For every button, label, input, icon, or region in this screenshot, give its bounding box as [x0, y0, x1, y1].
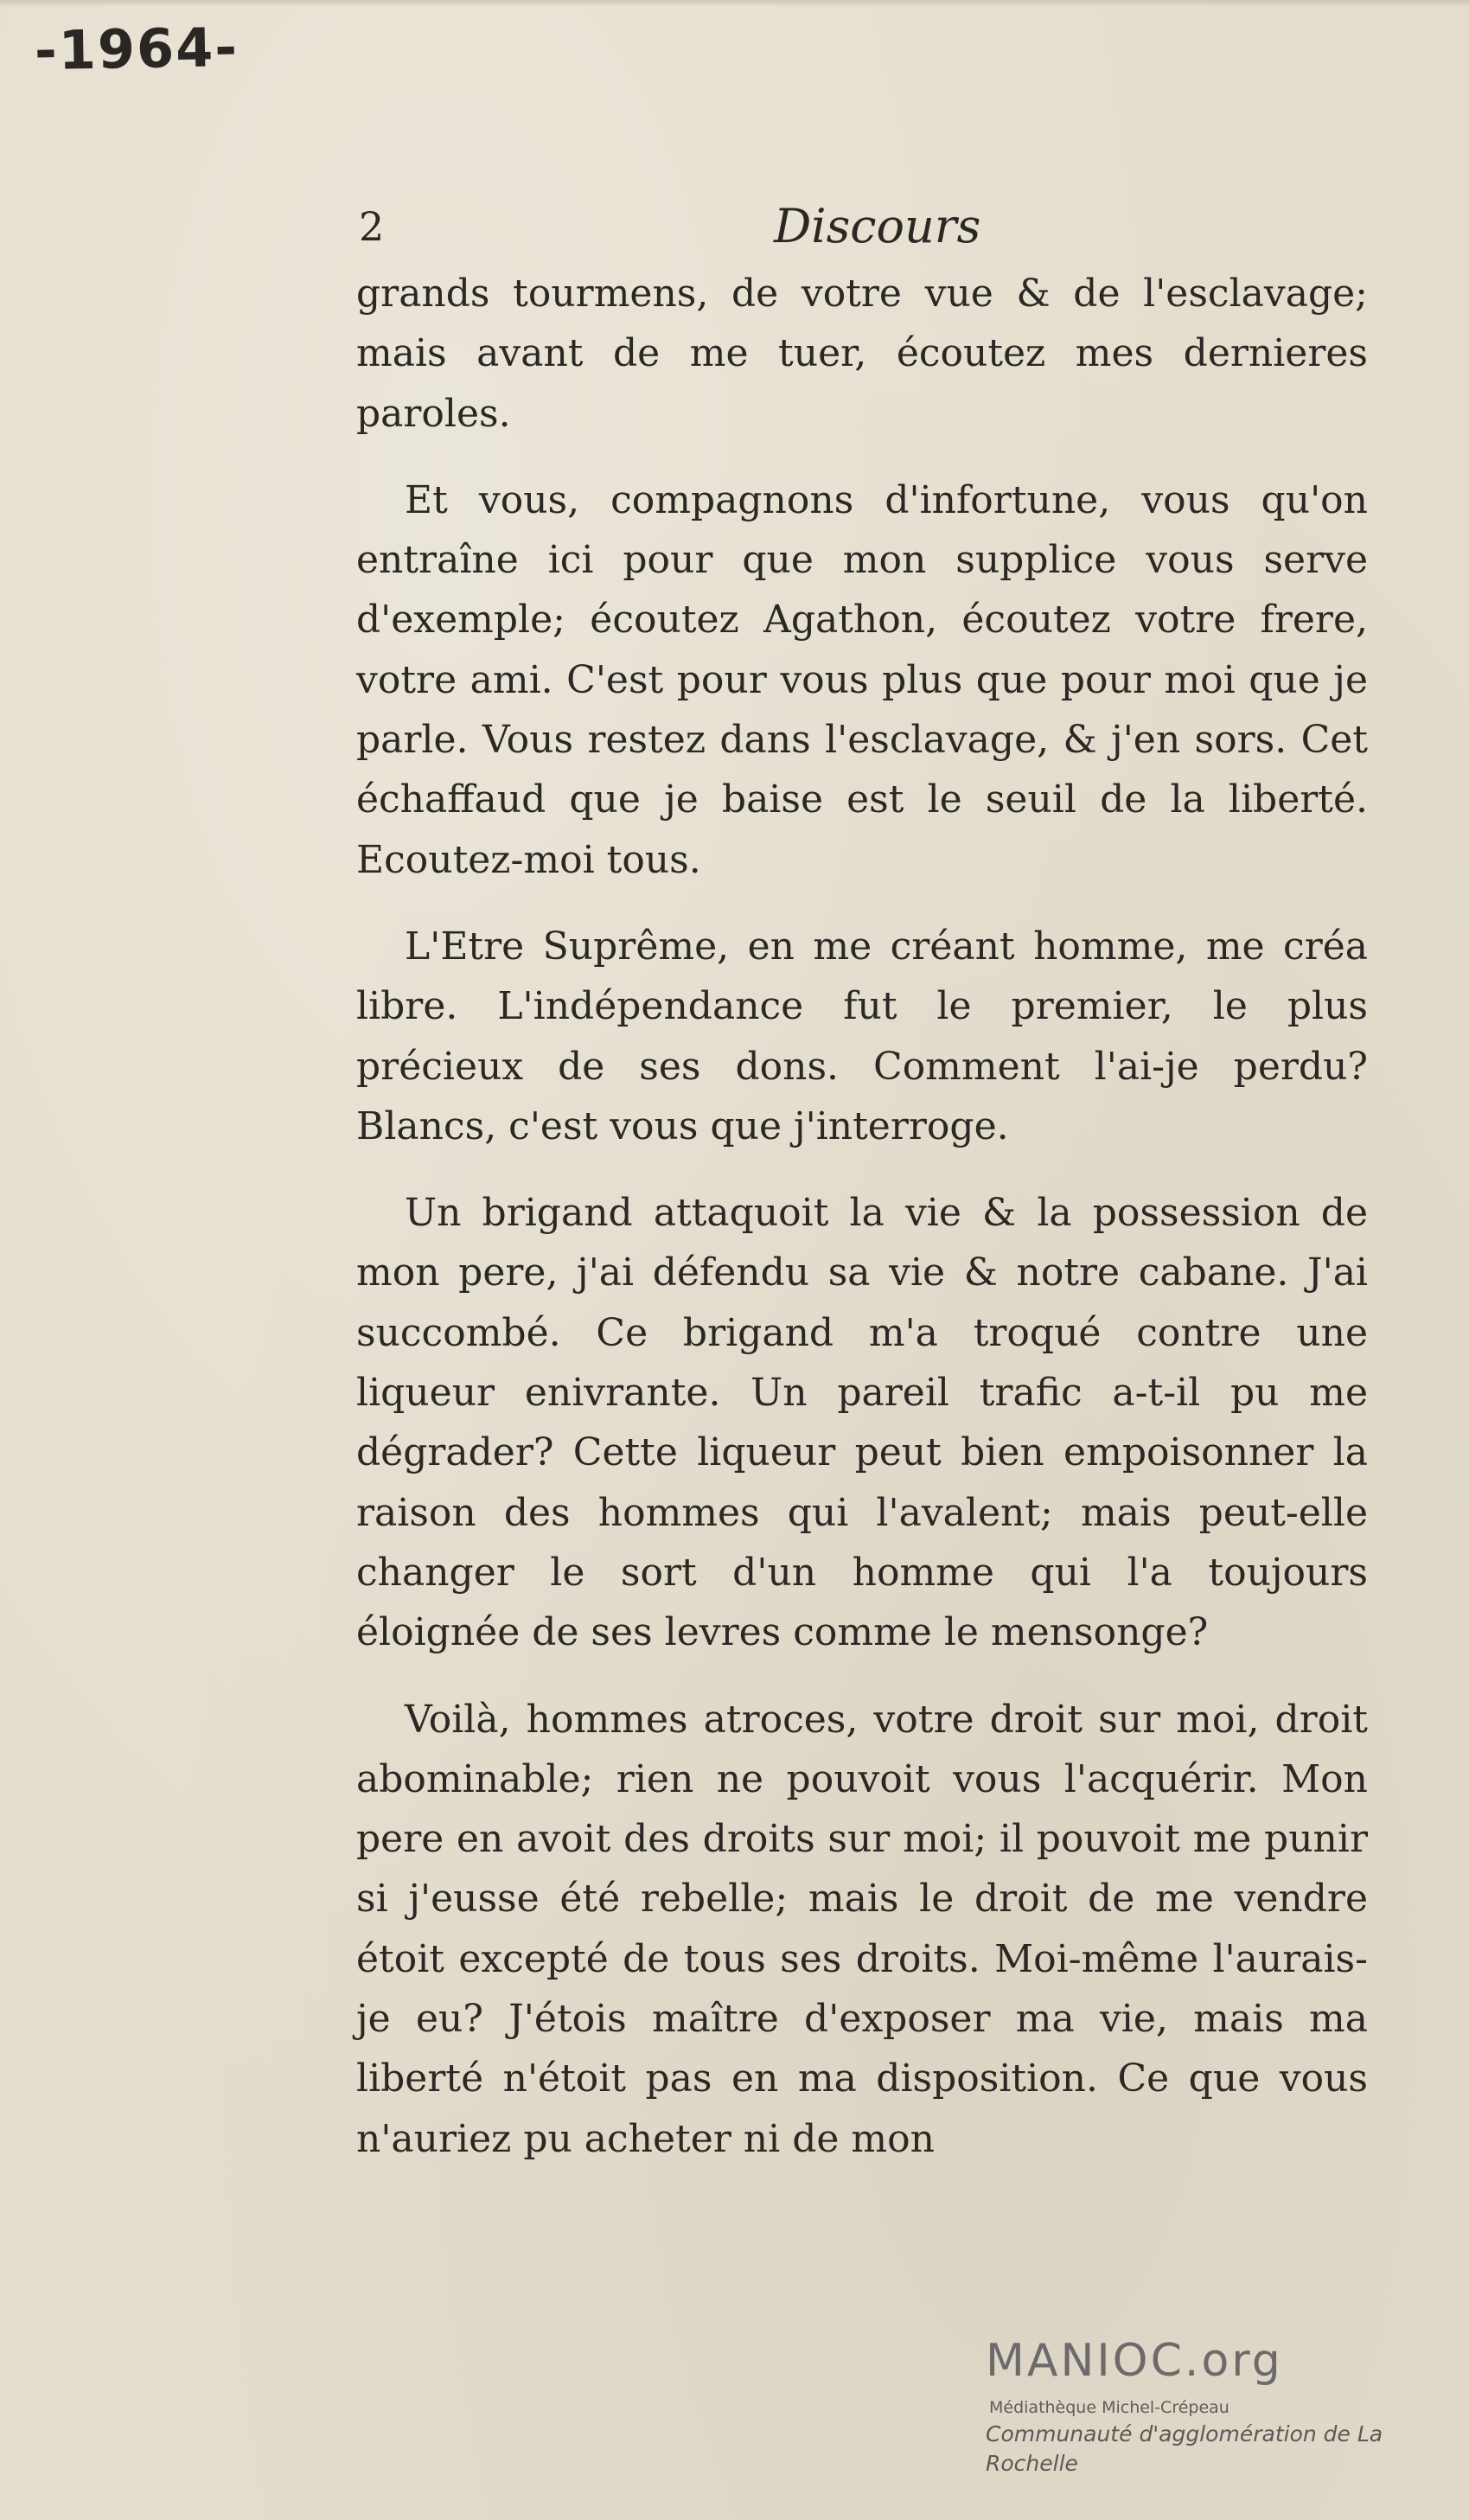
paragraph-2: Et vous, compagnons d'infortune, vous qu'on entraîne ici pour que mon supplice vous serve d'exemple; écoutez Agathon, écoutez votre frere, votre ami. C'est pour vous plus que pour moi que je parle. Vous restez dans l'esclavage, & j'en sors. Cet échaffaud que je baise est le seuil de la liberté. Ecoutez-moi tous. — [356, 477, 1368, 882]
body-text — [356, 264, 1368, 2196]
page-top-edge — [0, 0, 1469, 7]
library-name: Médiathèque Michel-Crépeau — [989, 2398, 1229, 2417]
page-header — [359, 201, 1370, 270]
paragraph-5: Voilà, hommes atroces, votre droit sur moi, droit abominable; rien ne pouvoit vous l'acquérir. Mon pere en avoit des droits sur moi; il pouvoit me punir si j'eusse été rebelle; mais le droit de me vendre étoit excepté de tous ses droits. Moi-même l'aurais-je eu? J'étois maître d'exposer ma vie, mais ma liberté n'étoit pas en ma disposition. Ce que vous n'auriez pu acheter ni de mon — [356, 1697, 1368, 2161]
handwritten-shelf-mark: -1964- — [34, 15, 240, 83]
page-number: 2 — [359, 203, 385, 250]
paragraph-3: L'Etre Suprême, en me créant homme, me créa libre. L'indépendance fut le premier, le plus précieux de ses dons. Comment l'ai-je perdu? Blancs, c'est vous que j'interroge. — [356, 924, 1368, 1148]
manioc-watermark — [986, 2335, 1435, 2491]
manioc-logo: MANIOC.org — [986, 2335, 1283, 2387]
running-title: Discours — [774, 199, 981, 253]
paragraph-4: Un brigand attaquoit la vie & la possession de mon pere, j'ai défendu sa vie & notre cabane. J'ai succombé. Ce brigand m'a troqué contre une liqueur enivrante. Un pareil trafic a-t-il pu me dégrader? Cette liqueur peut bien empoisonner la raison des hommes qui l'avalent; mais peut-elle changer le sort d'un homme qui l'a toujours éloignée de ses levres comme le mensonge? — [356, 1191, 1368, 1655]
paragraph-1: grands tourmens, de votre vue & de l'esclavage; mais avant de me tuer, écoutez mes dernieres paroles. — [356, 272, 1368, 436]
community-name: Communauté d'agglomération de La Rochelle — [986, 2421, 1383, 2476]
